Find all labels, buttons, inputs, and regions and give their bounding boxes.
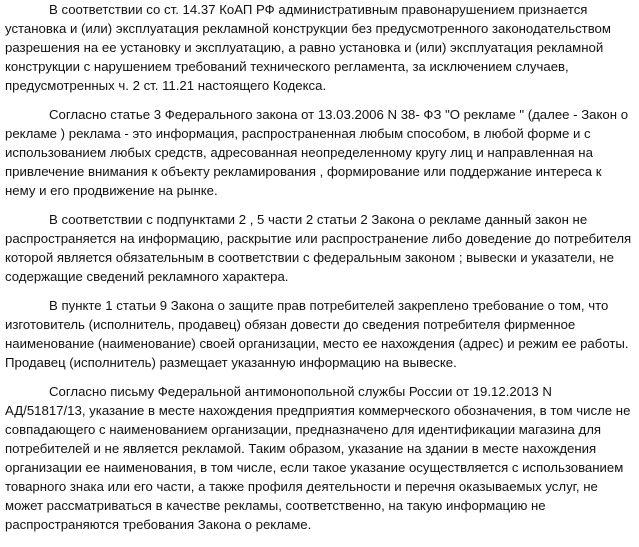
- paragraph-advertising-definition: Согласно статье 3 Федерального закона от 13.03.2006 N 38- ФЗ "О рекламе " (далее - Закон о рекламе ) реклама - это информация, распространенная любым способом, в любой форме и с использованием любых средств, адресованная неопределенному кругу лиц и направленная на привлечение внимания к объекту рекламирования , формирование или поддержание интереса к нему и его продвижение на рынке.: [5, 107, 629, 198]
- paragraph-fas-letter: Согласно письму Федеральной антимонопольной службы России от 19.12.2013 N АД/51817/13, указание в месте нахождения предприятия коммерческого обозначения, в том числе не совпадающего с наименованием организации, предназначено для идентификации магазина для потребителей и не является рекламой. Таким образом, указание на здании в месте нахождения организации ее наименования, в том числе, если такое указание осуществляется с использованием товарного знака или его части, а также профиля деятельности и перечня оказываемых услуг, не может рассматриваться в качестве рекламы, соответственно, на такую информацию не распространяются требования Закона о рекламе.: [5, 384, 631, 532]
- paragraph-koap-14-37: В соответствии со ст. 14.37 КоАП РФ административным правонарушением признается установка и (или) эксплуатация рекламной конструкции без предусмотренного законодательством разрешения на ее установку и эксплуатацию, а равно установка и (или) эксплуатация рекламной конструкции с нарушением требований технического регламента, за исключением случаев, предусмотренных ч. 2 ст. 11.21 настоящего Кодекса.: [5, 2, 611, 93]
- paragraph-law-exceptions: В соответствии с подпунктами 2 , 5 части 2 статьи 2 Закона о рекламе данный закон не распространяется на информацию, раскрытие или распространение либо доведение до потребителя которой является обязательным в соответствии с федеральным законом ; вывески и указатели, не содержащие сведений рекламного характера.: [5, 212, 632, 284]
- paragraph-consumer-protection: В пункте 1 статьи 9 Закона о защите прав потребителей закреплено требование о том, что изготовитель (исполнитель, продавец) обязан довести до сведения потребителя фирменное наименование (наименование) своей организации, место ее нахождения (адрес) и режим ее работы. Продавец (исполнитель) размещает указанную информацию на вывеске.: [5, 298, 629, 370]
